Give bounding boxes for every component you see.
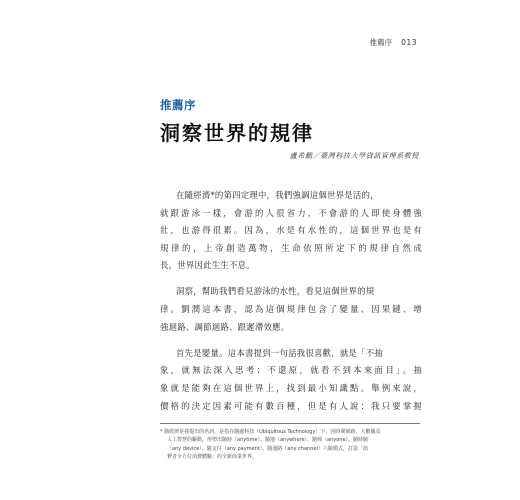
footnote-line: 人工智慧的驅動，形塑出隨時（anytime）、隨地（anywhere）、隨興（anyone）、隨時隨 <box>167 437 369 444</box>
text-line: 規律的，上帝創造萬物，生命依照所定下的規律自然成 <box>160 242 422 253</box>
footnote-divider <box>160 423 420 424</box>
text-line: 就跟游泳一樣，會游的人很省力，不會游的人即使身體強 <box>160 207 422 218</box>
body-text <box>160 187 422 424</box>
text-line: 首先是變量。這本書提到一句話我很喜歡，就是「不抽 <box>176 347 383 358</box>
text-line: 強迴路、調節迴路、跟遲滯效應。 <box>160 321 290 332</box>
text-line: 律。劉潤這本書，認為這個規律包含了變量、因果鏈、增 <box>160 304 422 315</box>
footnote <box>160 428 422 461</box>
paragraph <box>160 345 422 415</box>
running-head-title: 推薦序 <box>369 38 393 47</box>
text-line: 長，世界因此生生不息。 <box>160 260 255 271</box>
text-line: 價格的決定因素可能有數百種，但是有人說：我只要掌握 <box>160 400 422 411</box>
author-byline: 盧希鵬／臺灣科技大學資訊管理系教授 <box>289 152 419 160</box>
paragraph <box>160 187 422 275</box>
page-number: 013 <box>401 38 417 47</box>
section-label: 推薦序 <box>160 98 196 112</box>
footnote-line: （any device）、隨支付（any payment）、隨通路（any channel）六隨模式，打造「消 <box>167 445 368 452</box>
chapter-title: 洞察世界的規律 <box>160 121 314 145</box>
running-head <box>370 37 417 48</box>
text-line: 象，就無法深入思考；不還原，就看不到本來面目」。抽 <box>160 365 422 376</box>
text-line: 壯，也游得很累。因為，水是有水性的，這個世界也是有 <box>160 225 422 236</box>
text-line: 洞察，幫助我們看見游泳的水性，看見這個世界的規 <box>176 286 375 297</box>
paragraph <box>160 283 422 336</box>
text-line: 在隨經濟*的第四定理中，我們強調這個世界是活的， <box>176 190 379 200</box>
footnote-line: 費者全方位消費體驗」的全新商業世界。 <box>167 453 258 460</box>
footnote-line: * 隨經濟是我提出的名詞，是指在隨處科技（Ubiquitous Technology）下，因時間網路、大數據及 <box>160 429 381 435</box>
text-line: 象就是能夠在這個世界上，找到最小知識點。舉例來說， <box>160 382 422 393</box>
